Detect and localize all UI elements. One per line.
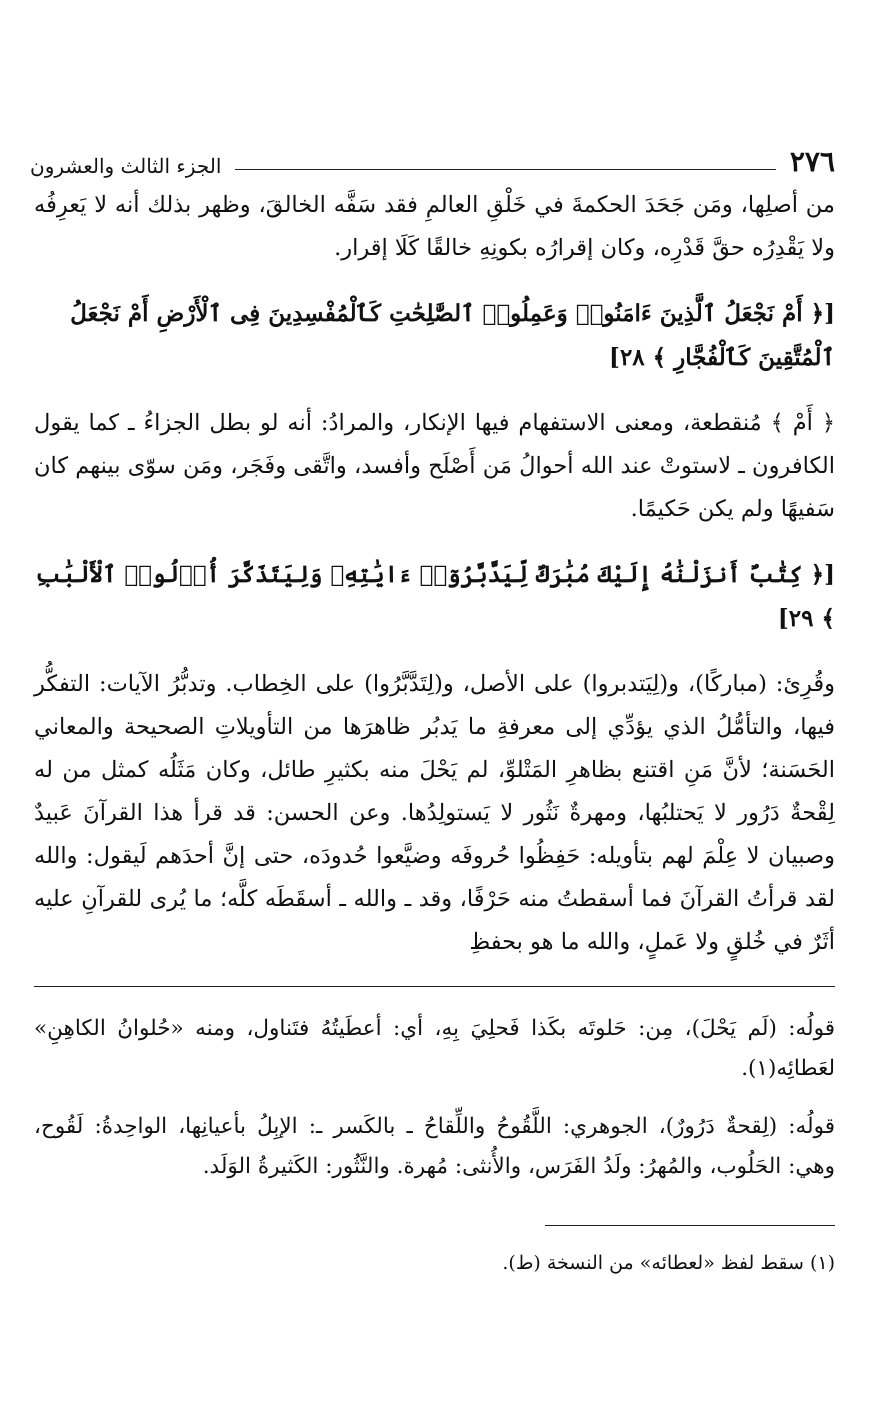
paragraph-3: وقُرِئ: (مباركًا)، و(لِيَتدبروا) على الأصل، و(لِتَدَّبَّرُوا) على الخِطاب. وتدبُّرُ الآيات: التفكُّر فيها، والتأمُّلُ الذي يؤدِّي إلى معرفةِ ما يَدبُر ظاهرَها من التأويلاتِ الصحيحة والمعاني الحَسَنة؛ لأنَّ مَنِ اقتنع بظاهرِ المَتْلوِّ، لم يَحْلَ منه بكثيرِ طائل، وكان مَثَلُه كمثل من له لِقْحةٌ دَرُور لا يَحتلبُها، ومهرةٌ نَثُور لا يَستولِدُها. وعن الحسن: قد قرأ هذا القرآنَ عَبيدٌ وصبيان لا عِلْمَ لهم بتأويله: حَفِظُوا حُروفَه وضيَّعوا حُدودَه، حتى إنَّ أحدَهم لَيقول: والله لقد قرأتُ القرآنَ فما أسقطتُ منه حَرْفًا، وقد ـ والله ـ أسقَطَه كلَّه؛ ما يُرى للقرآنِ عليه أثَرٌ في خُلقٍ ولا عَملٍ، والله ما هو بحفظِ: [34, 671, 835, 955]
header-rule: [235, 169, 775, 170]
footnote-divider: [545, 1225, 835, 1226]
page-header: [30, 136, 835, 176]
quran-verse-28: [﴿ أَمْ نَجْعَلُ ٱلَّذِينَ ءَامَنُوا۟ وَعَمِلُوا۟ ٱلصَّٰلِحَٰتِ كَٱلْمُفْسِدِينَ فِى ٱلْأَرْضِ أَمْ نَجْعَلُ ٱلْمُتَّقِينَ كَٱلْفُجَّارِ ﴾ ٢٨]: [70, 300, 835, 371]
commentary-note-1: قولُه: (لَم يَحْلَ)، مِن: حَلوتَه بكَذا فَحلِيَ بِهِ، أي: أعطَيتُهُ فتَناول، ومنه «حُلوانُ الكاهِنِ» لعَطائِه(١).: [34, 1016, 835, 1081]
page-content: [34, 184, 835, 1278]
footnote-1: (١) سقط لفظ «لعطائه» من النسخة (ط).: [502, 1252, 835, 1274]
quran-verse-29: [﴿ كِتَٰبٌ أَنزَلْنَٰهُ إِلَيْكَ مُبَٰرَكٌ لِّيَدَّبَّرُوٓا۟ ءَايَٰتِهِۦ وَلِيَتَذَكَّرَ أُو۟لُوا۟ ٱلْأَلْبَٰبِ ﴾ ٢٩]: [35, 561, 835, 632]
commentary-divider: [34, 986, 835, 987]
running-title: الجزء الثالث والعشرون: [30, 154, 222, 178]
paragraph-1: من أصلِها، ومَن جَحَدَ الحكمةَ في خَلْقِ العالمِ فقد سَفَّه الخالقَ، وظهر بذلك أنه لا يَعرِفُه ولا يَقْدِرُه حقَّ قَدْرِه، وكان إقرارُه بكونِهِ خالقًا كَلَا إقرار.: [34, 192, 835, 261]
paragraph-2: ﴿ أَمْ ﴾ مُنقطعة، ومعنى الاستفهام فيها الإنكار، والمرادُ: أنه لو بطل الجزاءُ ـ كما يقول الكافرون ـ لاستوتْ عند الله أحوالُ مَن أَصْلَح وأفسد، واتَّقى وفَجَر، ومَن سوّى بينهم كان سَفيهًا ولم يكن حَكيمًا.: [34, 410, 835, 522]
commentary-note-2: قولُه: (لِقحةٌ دَرُورٌ)، الجوهري: اللَّقُوحُ واللِّقاحُ ـ بالكَسر ـ: الإبِلُ بأعيانِها، الواحِدةُ: لَقُوح، وهي: الحَلُوب، والمُهرُ: ولَدُ الفَرَس، والأُنثى: مُهرة. والنَّثُور: الكَثيرةُ الوَلَد.: [34, 1114, 835, 1179]
page-number: ٢٧٦: [789, 145, 835, 178]
